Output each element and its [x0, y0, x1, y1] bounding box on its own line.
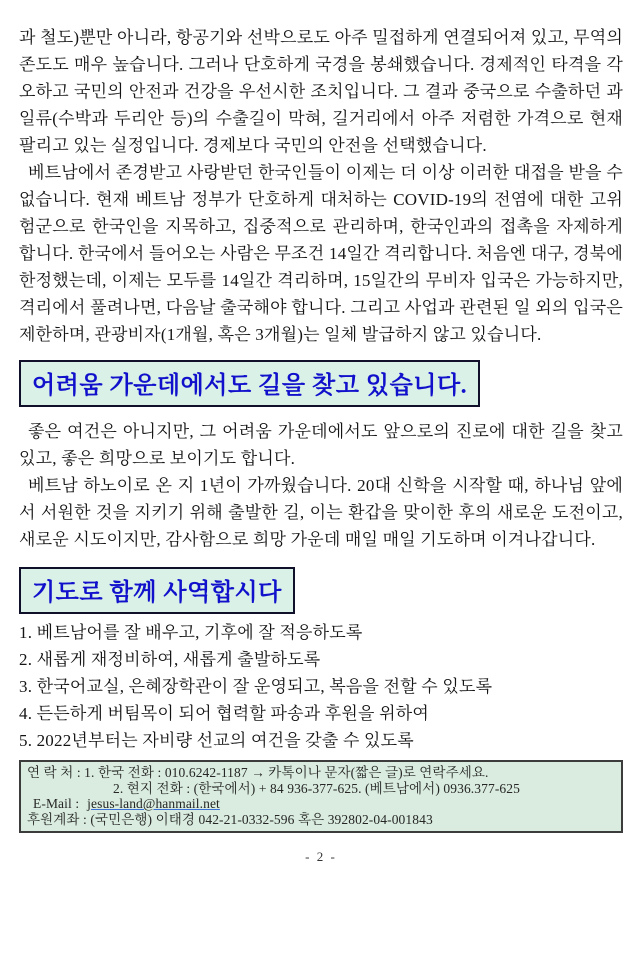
prayer-item-1: 1. 베트남어를 잘 배우고, 기후에 잘 적응하도록 — [19, 623, 363, 642]
contact-box — [19, 760, 623, 833]
prayer-item-2: 2. 새롭게 재정비하여, 새롭게 출발하도록 — [19, 650, 321, 669]
section-heading-finding-way — [19, 360, 480, 407]
page-number: - 2 - — [305, 849, 337, 864]
prayer-item-3: 3. 한국어교실, 은혜장학관이 잘 운영되고, 복음을 전할 수 있도록 — [19, 677, 493, 696]
section-heading-pray-together — [19, 567, 295, 614]
prayer-item-4: 4. 든든하게 버팀목이 되어 협력할 파송과 후원을 위하여 — [19, 704, 429, 723]
prayer-list — [19, 619, 623, 754]
prayer-item-5: 5. 2022년부터는 자비량 선교의 여건을 갖출 수 있도록 — [19, 731, 414, 750]
section-heading-1-text: 어려움 가운데에서도 길을 찾고 있습니다. — [32, 373, 468, 399]
body-paragraph-2: 베트남에서 존경받고 사랑받던 한국인들이 이제는 더 이상 이러한 대접을 받을 수 없습니다. 현재 베트남 정부가 단호하게 대처하는 COVID-19의 전염에 대한 고위험군으로 한국인을 지목하고, 집중적으로 관리하며, 한국인과의 접촉을 자제하게 합니다. 한국에서 들어오는 사람은 무조건 14일간 격리합니다. 처음엔 대구, 경북에 한정했는데, 이제는 모두를 14일간 격리하며, 15일간의 무비자 입국은 가능하지만, 격리에서 풀려나면, 다음날 출국해야 합니다. 그리고 사업과 관련된 일 외의 입국은 제한하며, 관광비자(1개월, 혹은 3개월)는 일체 발급하지 않고 있습니다. — [19, 163, 623, 344]
email-label: E-Mail : — [33, 796, 80, 811]
body-paragraph-3: 좋은 여건은 아니지만, 그 어려움 가운데에서도 앞으로의 진로에 대한 길을 찾고 있고, 좋은 희망으로 보이기도 합니다. — [19, 422, 623, 468]
body-paragraph-4: 베트남 하노이로 온 지 1년이 가까웠습니다. 20대 신학을 시작할 때, 하나님 앞에서 서원한 것을 지키기 위해 출발한 길, 이는 환갑을 맞이한 후의 새로운 도전이고, 새로운 시도이지만, 감사함으로 희망 가운데 매일 매일 기도하며 이겨나갑니다. — [19, 476, 623, 549]
contact-phone-korea: 연 락 처 : 1. 한국 전화 : 010.6242-1187 → 카톡이나 문자(짧은 글)로 연락주세요. — [27, 765, 489, 780]
section-heading-2-text: 기도로 함께 사역합시다 — [32, 580, 282, 606]
section-heading-1-wrap — [19, 360, 623, 407]
contact-phone-local: 2. 현지 전화 : (한국에서) + 84 936-377-625. (베트남에서) 0936.377-625 — [113, 780, 520, 796]
contact-bank-account: 후원계좌 : (국민은행) 이태경 042-21-0332-596 혹은 392802-04-001843 — [27, 811, 433, 827]
email-link[interactable]: jesus-land@hanmail.net — [87, 796, 220, 811]
body-paragraph-1: 과 철도)뿐만 아니라, 항공기와 선박으로도 아주 밀접하게 연결되어져 있고, 무역의존도도 매우 높습니다. 그러나 단호하게 국경을 봉쇄했습니다. 경제적인 타격을 각오하고 국민의 안전과 건강을 우선시한 조치입니다. 그 결과 중국으로 수출하던 과일류(수박과 두리안 등)의 수출길이 막혀, 길거리에서 아주 저렴한 가격으로 현재 팔리고 있는 실정입니다. 경제보다 국민의 안전을 선택했습니다. — [19, 28, 623, 155]
section-heading-2-wrap — [19, 567, 623, 614]
contact-email-row — [27, 796, 615, 812]
